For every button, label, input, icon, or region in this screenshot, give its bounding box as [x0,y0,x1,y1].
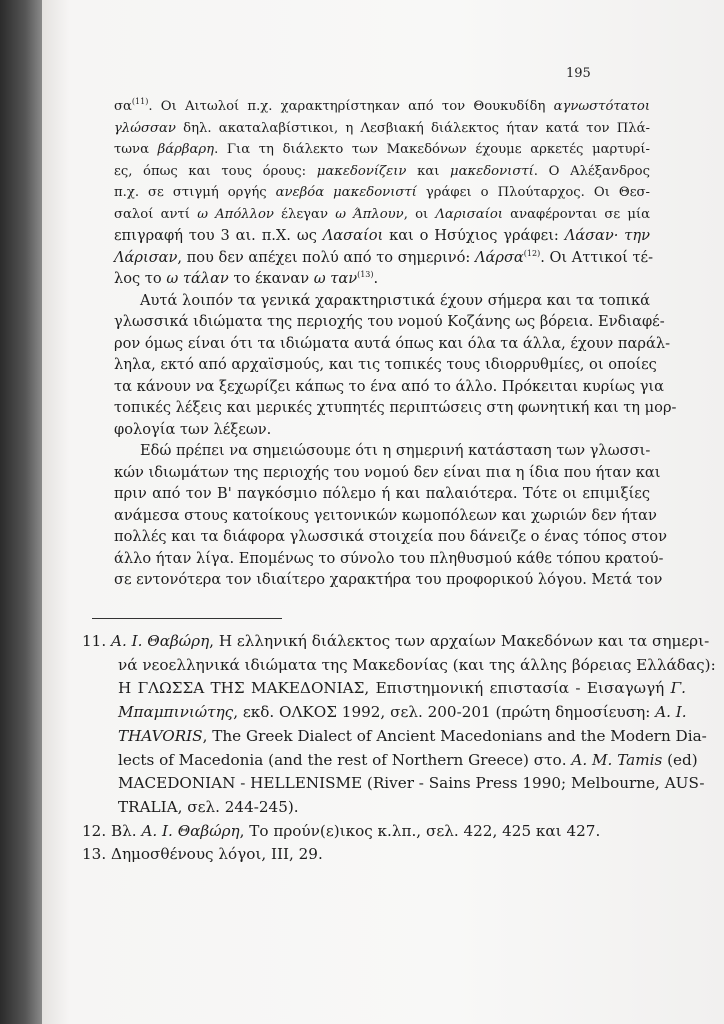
text-run: . Οι Αιτωλοί π.χ. χαρακτηρίστηκαν από τον Θουκυδίδη [148,99,554,114]
italic-run: Λάρισαν [114,248,178,266]
italic-run: μακεδονιστί [450,163,534,179]
italic-run: ω Άπλουν [335,206,404,222]
text-run: (ed) [662,750,698,769]
footnote-ref: (11) [131,97,149,106]
italic-run: Λάρσα [474,248,524,266]
text-run: . Για τη διάλεκτο των Μακεδόνων έχουμε αρκετές μαρτυρί- [214,142,650,157]
text-line [114,182,650,204]
italic-run: ω τάλαν [166,270,229,287]
text-line [114,247,654,269]
text-line [114,548,664,570]
text-run: , που δεν απέχει πολύ από το σημερινό: [177,248,475,266]
text-run: , οι [403,206,436,222]
text-line [114,290,650,312]
text-run: . Ο Αλέξανδρος [533,163,650,179]
italic-run: Λασαίοι [322,227,384,244]
italic-run: γλώσσαν [114,120,176,136]
text-run: και [406,163,451,179]
text-run: νά νεοελληνικά ιδιώματα της Μακεδονίας (και της άλλης βόρειας Ελλάδας): [118,655,716,674]
text-run: κών ιδιωμάτων της περιοχής του νομού δεν είναι πια η ίδια που ήταν και [114,463,661,481]
text-run: τοπικές λέξεις και μερικές χτυπητές περιπτώσεις στη φωνητική και τη μορ- [114,399,677,416]
text-run: . [373,270,379,287]
text-run: σε εντονότερα τον ιδιαίτερο χαρακτήρα του προφορικού λόγου. Μετά τον [114,571,663,588]
italic-run: ω Απόλλον [197,206,274,222]
text-run: σα [114,99,132,114]
footnotes [82,630,716,867]
text-run: ανάμεσα στους κατοίκους γειτονικών κωμοπόλεων και χωριών δεν ήταν [114,506,657,524]
text-run: Εδώ πρέπει να σημειώσουμε ότι η σημερινή κατάσταση των γλωσσι- [140,442,651,459]
italic-run: Α. Ι. Θαβώρη [110,632,210,650]
text-run: άλλο ήταν λίγα. Επομένως το σύνολο του πληθυσμού κάθε τόπου κρατού- [114,549,664,567]
text-line [114,354,657,376]
text-run: δηλ. ακαταλαβίστικοι, η Λεσβιακή διάλεκτος ήταν κατά τον Πλά- [175,120,650,136]
text-run: TRALIA, σελ. 244-245). [118,797,299,816]
footnote-11 [82,630,716,820]
text-run: Αυτά λοιπόν τα γενικά χαρακτηριστικά έχουν σήμερα και τα τοπικά [140,291,650,309]
text-run: πριν από τον Β' παγκόσμιο πόλεμο ή και παλαιότερα. Τότε οι επιμιξίες [114,485,650,502]
text-line [82,843,686,867]
text-line [114,204,650,226]
italic-run: Γ. [670,679,686,698]
text-line [114,311,665,333]
text-run: π.χ. σε στιγμή οργής [114,185,276,200]
italic-run: ανεβόα μακεδονιστί [275,185,417,200]
text-line [114,419,650,441]
text-run: πολλές και τα διάφορα γλωσσικά στοιχεία που δάνειζε ο ένας τόπος στον [114,528,667,545]
text-line [114,96,650,118]
book-page [42,0,724,1024]
text-line [82,820,686,844]
italic-run: Α. Ι. [655,703,687,722]
text-line [82,677,686,701]
text-line [114,569,663,591]
text-line [82,772,705,796]
text-line [114,526,667,548]
footnote-ref: (13) [357,270,374,279]
text-line [82,725,707,749]
footnote-13 [82,843,686,867]
text-run: , The Greek Dialect of Ancient Macedonians and the Modern Dia- [202,726,707,745]
text-line [82,654,716,678]
page-number: 195 [566,66,591,81]
text-run: έλεγαν [273,206,336,222]
italic-run: μακεδονίζειν [316,163,407,179]
scan-binding-edge [0,0,42,1024]
text-run: φολογία των λέξεων. [114,420,272,438]
text-run: MACEDONIAN - HELLENISME (River - Sains Press 1990; Melbourne, AUS- [118,774,705,793]
footnote-separator [92,618,282,619]
text-run: γράφει ο Πλούταρχος. Οι Θεσ- [416,185,650,200]
paragraph [114,290,677,441]
text-run: λος το [114,270,167,287]
paragraph [114,440,667,591]
text-run: , Η ελληνική διάλεκτος των αρχαίων Μακεδόνων και τα σημερι- [209,632,710,650]
text-run: , εκδ. ΟΛΚΟΣ 1992, σελ. 200-201 (πρώτη δημοσίευση: [233,703,656,722]
italic-run: A. M. Tamis [571,750,663,769]
text-run: ρον όμως είναι ότι τα ιδιώματα αυτά όπως και όλα τα άλλα, έχουν παράλ- [114,334,670,352]
text-run: 13. Δημοσθένους λόγοι, ΙΙΙ, 29. [82,845,323,864]
text-line [114,462,661,484]
text-line [114,397,677,419]
text-run: τα κάνουν να ξεχωρίζει κάπως το ένα από το άλλο. Πρόκειται κυρίως για [114,377,665,395]
italic-run: βάρβαρη [157,142,215,157]
text-line [114,139,650,161]
text-line [114,376,665,398]
italic-run: Α. Ι. Θαβώρη [141,821,240,840]
text-run: lects of Macedonia (and the rest of Northern Greece) στο. [118,750,572,769]
italic-run: Μπαμπινιώτης [118,703,234,722]
text-line [114,333,670,355]
text-run: σαλοί αντί [114,206,198,222]
italic-run: Λάσαν· την [564,227,650,244]
text-run: , Το πρoύν(ε)ικος κ.λπ., σελ. 422, 425 και 427. [239,821,601,840]
text-line [114,118,650,140]
text-line [114,440,650,462]
text-line [82,796,686,820]
text-line [114,225,650,247]
italic-run: Λαρισαίοι [435,206,503,222]
text-line [114,483,650,505]
text-run: ες, όπως και τους όρους: [114,163,317,179]
text-line [82,749,698,773]
italic-run: ω ταν [313,270,358,287]
text-run: Η ΓΛΩΣΣΑ ΤΗΣ ΜΑΚΕΔΟΝΙΑΣ, Επιστημονική επιστασία - Εισαγωγή [118,679,671,698]
text-line [114,161,650,183]
text-line [82,701,686,725]
footnote-ref: (12) [523,248,541,258]
text-run: 12. Βλ. [82,821,142,840]
main-text [114,96,677,591]
text-line [114,268,650,290]
text-run: επιγραφή του 3 αι. π.Χ. ως [114,227,323,244]
italic-run: αγνωστότατοι [553,99,650,114]
text-run: το έκαναν [228,270,314,287]
text-line [82,630,710,654]
paragraph [114,96,654,290]
text-run: τωνα [114,142,158,157]
text-run: αναφέρονται σε μία [502,206,651,222]
text-run: και ο Ησύχιος γράφει: [383,227,565,244]
text-run: 11. [82,632,111,650]
text-run: . Οι Αττικοί τέ- [540,248,654,266]
text-run: ληλα, εκτό από αρχαϊσμούς, και τις τοπικές τους ιδιορρυθμίες, οι οποίες [114,356,657,373]
text-run: γλωσσικά ιδιώματα της περιοχής του νομού Κοζάνης ως βόρεια. Ενδιαφέ- [114,313,665,330]
text-line [114,505,657,527]
italic-run: THAVORIS [118,726,203,745]
footnote-12 [82,820,686,844]
